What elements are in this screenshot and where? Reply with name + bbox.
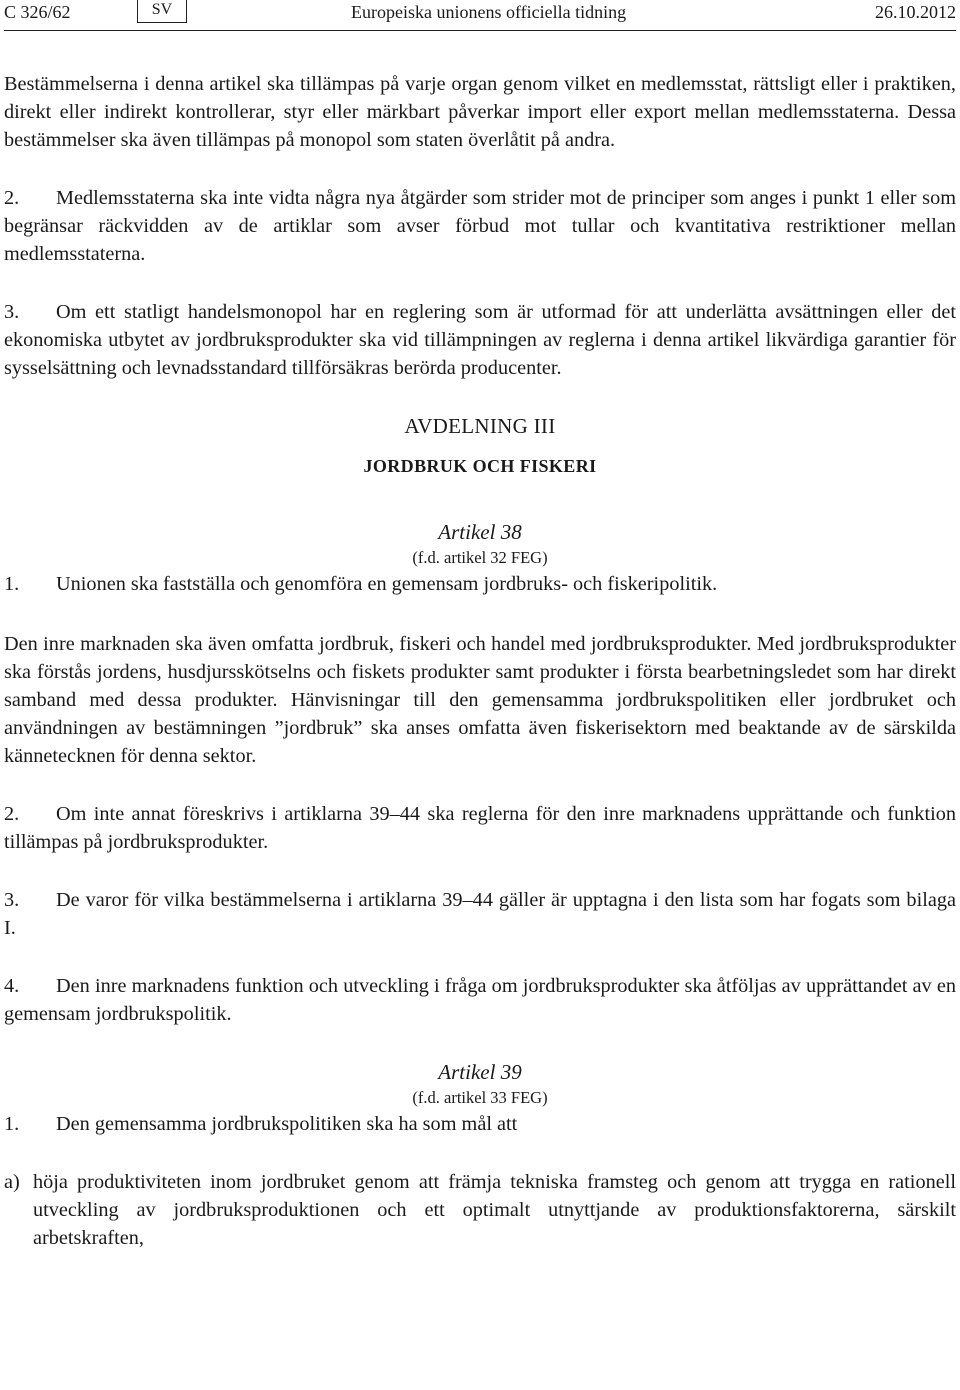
paragraph-number: 4. [4, 975, 20, 997]
journal-title: Europeiska unionens officiella tidning [351, 2, 627, 22]
article-39-ref: (f.d. artikel 33 FEG) [412, 1088, 548, 1107]
document-body [4, 70, 956, 1252]
article-39-title: Artikel 39 [438, 1060, 522, 1084]
paragraph-text: Om ett statligt handelsmonopol har en reglering som är utformad för att underlätta avsättningen eller det ekonomiska utbytet av jordbruksprodukter ska vid tillämpningen av reglerna i denna artikel likvärdiga garantier för sysselsättning och levnadsstandard tillförsäkras berörda producenter. [4, 301, 956, 379]
page-header [4, 0, 956, 31]
list-item-label: a) [4, 1171, 20, 1193]
article-38-paragraph-4 [4, 972, 956, 1028]
article-38-ref: (f.d. artikel 32 FEG) [412, 548, 548, 567]
list-item-text: höja produktiviteten inom jordbruket genom att främja tekniska framsteg och genom att trygga en rationell utveckling av jordbruksproduktionen och ett optimalt utnyttjande av produktionsfaktorerna, särskilt arbetskraften, [33, 1171, 956, 1249]
article-38-paragraph-1 [4, 570, 956, 598]
paragraph-number: 2. [4, 187, 20, 209]
paragraph-text: De varor för vilka bestämmelserna i artiklarna 39–44 gäller är upptagna i den lista som har fogats som bilaga I. [4, 889, 956, 939]
paragraph-3 [4, 298, 956, 382]
paragraph-number: 1. [4, 1113, 20, 1135]
language-badge: SV [137, 0, 187, 23]
article-38-paragraph-1-continued: Den inre marknaden ska även omfatta jordbruk, fiskeri och handel med jordbruksprodukter. Med jordbruksprodukter ska förstås jordens, husdjursskötselns och fiskets produkter samt produkter i första bearbetningsledet som har direkt samband med dessa produkter. Hänvisningar till den gemensamma jordbrukspolitiken eller jordbruket och användningen av bestämningen ”jordbruk” ska anses omfatta även fiskerisektorn med beaktande av de särskilda kännetecknen för denna sektor. [4, 633, 956, 767]
article-38-title: Artikel 38 [438, 520, 522, 544]
paragraph-number: 3. [4, 301, 20, 323]
article-39-paragraph-1 [4, 1110, 956, 1138]
publication-date: 26.10.2012 [875, 2, 956, 22]
article-38-paragraph-2 [4, 800, 956, 856]
division-number: AVDELNING III [404, 414, 556, 438]
paragraph-2 [4, 184, 956, 268]
paragraph-text: Den gemensamma jordbrukspolitiken ska ha som mål att [56, 1113, 518, 1135]
page-reference: C 326/62 [4, 2, 71, 22]
paragraph-number: 1. [4, 573, 20, 595]
paragraph-text: Unionen ska fastställa och genomföra en gemensam jordbruks- och fiskeripolitik. [56, 573, 718, 595]
paragraph-number: 2. [4, 803, 20, 825]
paragraph-text: Den inre marknadens funktion och utveckling i fråga om jordbruksprodukter ska åtföljas av upprättandet av en gemensam jordbrukspolitik. [4, 975, 956, 1025]
article-38-paragraph-3 [4, 886, 956, 942]
list-item-a [4, 1168, 956, 1252]
paragraph-text: Om inte annat föreskrivs i artiklarna 39–44 ska reglerna för den inre marknadens upprättande och funktion tillämpas på jordbruksprodukter. [4, 803, 956, 853]
intro-paragraph: Bestämmelserna i denna artikel ska tillämpas på varje organ genom vilket en medlemsstat, rättsligt eller i praktiken, direkt eller indirekt kontrollerar, styr eller märkbart påverkar import eller export mellan medlemsstaterna. Dessa bestämmelser ska även tillämpas på monopol som staten överlåtit på andra. [4, 73, 956, 151]
paragraph-text: Medlemsstaterna ska inte vidta några nya åtgärder som strider mot de principer som anges i punkt 1 eller som begränsar räckvidden av de artiklar som avser förbud mot tullar och kvantitativa restriktioner mellan medlemsstaterna. [4, 187, 956, 265]
paragraph-number: 3. [4, 889, 20, 911]
division-title: JORDBRUK OCH FISKERI [363, 456, 597, 476]
